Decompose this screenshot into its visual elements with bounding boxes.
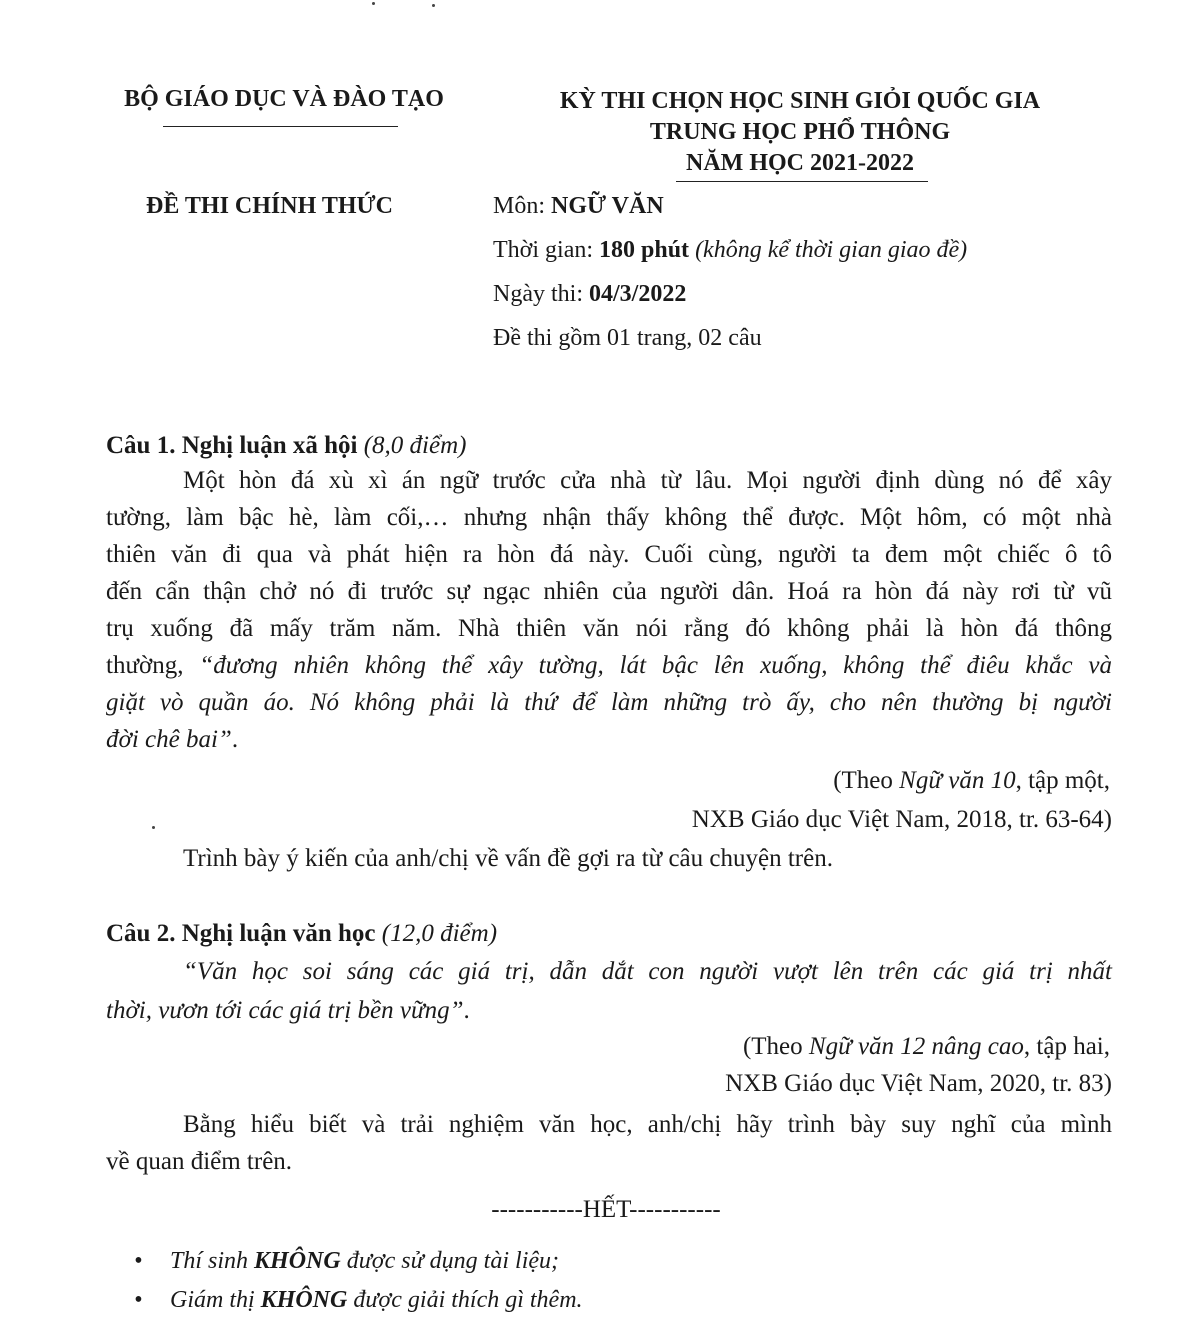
q1-heading bbox=[106, 432, 466, 460]
q1-text-line-5: trụ xuống đã mấy trăm năm. Nhà thiên văn nói rằng đó không phải là hòn đá thông bbox=[106, 615, 1112, 642]
q2-quote-2-end: . bbox=[463, 997, 470, 1024]
q2-task-line-2: về quan điểm trên. bbox=[106, 1148, 293, 1175]
q2-quote-line-1: “Văn học soi sáng các giá trị, dẫn dắt con người vượt lên trên các giá trị nhất bbox=[183, 958, 1112, 985]
note2-prefix: Giám thị bbox=[170, 1287, 261, 1313]
note1-suffix: được sử dụng tài liệu; bbox=[340, 1248, 559, 1274]
q1-source-prefix: (Theo bbox=[833, 767, 900, 794]
q1-source-line-1 bbox=[833, 767, 1110, 795]
q1-task: Trình bày ý kiến của anh/chị về vấn đề gợi ra từ câu chuyện trên. bbox=[183, 845, 833, 872]
time-line bbox=[493, 237, 967, 264]
note2-emphasis: KHÔNG bbox=[260, 1287, 348, 1313]
q2-source-book: Ngữ văn 12 nâng cao bbox=[808, 1033, 1024, 1060]
scan-speck bbox=[372, 2, 375, 5]
note2-suffix: được giải thích gì thêm. bbox=[347, 1287, 583, 1313]
q1-text-line-7: giặt vò quần áo. Nó không phải là thứ để làm những trò ấy, cho nên thường bị người bbox=[106, 689, 1112, 716]
note1-emphasis: KHÔNG bbox=[254, 1248, 341, 1274]
q1-text-line-3: thiên văn đi qua và phát hiện ra hòn đá này. Cuối cùng, người ta đem một chiếc ô tô bbox=[106, 541, 1112, 568]
scan-speck bbox=[152, 826, 155, 829]
official-exam-label: ĐỀ THI CHÍNH THỨC bbox=[146, 193, 393, 219]
exam-title bbox=[500, 86, 1100, 179]
exam-title-line-1: KỲ THI CHỌN HỌC SINH GIỎI QUỐC GIA bbox=[559, 88, 1041, 114]
q1-line8-quote: đời chê bai” bbox=[106, 726, 232, 753]
q2-quote-2-text: thời, vươn tới các giá trị bền vững” bbox=[106, 997, 464, 1024]
pages-info: Đề thi gồm 01 trang, 02 câu bbox=[493, 325, 762, 351]
time-label: Thời gian: bbox=[493, 237, 600, 263]
scan-speck bbox=[432, 4, 435, 7]
q1-points: (8,0 điểm) bbox=[363, 432, 467, 459]
q2-quote-line-2 bbox=[106, 992, 1112, 1029]
note-no-explanation bbox=[136, 1287, 583, 1314]
note-no-materials bbox=[136, 1248, 559, 1275]
q1-text-line-1: Một hòn đá xù xì án ngữ trước cửa nhà từ lâu. Mọi người định dùng nó để xây bbox=[183, 467, 1112, 494]
time-note: (không kể thời gian giao đề) bbox=[695, 237, 968, 263]
exam-title-line-3: NĂM HỌC 2021-2022 bbox=[686, 150, 914, 176]
time-value: 180 phút bbox=[599, 237, 690, 263]
q2-title: Câu 2. Nghị luận văn học bbox=[106, 920, 376, 947]
exam-title-underline bbox=[676, 181, 928, 182]
q1-line8-end: . bbox=[231, 726, 239, 753]
q2-source-prefix: (Theo bbox=[742, 1033, 809, 1060]
date-value: 04/3/2022 bbox=[589, 281, 687, 307]
q1-source-volume: , tập một, bbox=[1015, 767, 1110, 794]
q2-points: (12,0 điểm) bbox=[381, 920, 498, 947]
end-mark: -----------HẾT----------- bbox=[491, 1196, 721, 1223]
q1-text-line-8 bbox=[106, 721, 1112, 758]
q1-text-line-4: đến cẩn thận chở nó đi trước sự ngạc nhiên của người dân. Hoá ra hòn đá này rơi từ vũ bbox=[106, 578, 1112, 605]
q2-source-line-2: NXB Giáo dục Việt Nam, 2020, tr. 83) bbox=[725, 1070, 1112, 1097]
q2-source-volume: , tập hai, bbox=[1023, 1033, 1110, 1060]
subject-label: Môn: bbox=[493, 193, 552, 219]
q1-title: Câu 1. Nghị luận xã hội bbox=[106, 432, 358, 459]
subject-line bbox=[493, 193, 664, 220]
q1-text-line-2: tường, làm bậc hè, làm cối,… nhưng nhận thấy không thể được. Một hôm, có một nhà bbox=[106, 504, 1112, 531]
q2-source-line-1 bbox=[743, 1033, 1110, 1061]
q1-line6-quote: “đương nhiên không thể xây tường, lát bậc lên xuống, không thể điêu khắc và bbox=[199, 652, 1113, 679]
q2-heading bbox=[106, 920, 497, 948]
q2-task-line-1: Bằng hiểu biết và trải nghiệm văn học, anh/chị hãy trình bày suy nghĩ của mình bbox=[183, 1111, 1112, 1138]
exam-title-line-2: TRUNG HỌC PHỔ THÔNG bbox=[649, 119, 951, 145]
note1-prefix: Thí sinh bbox=[170, 1248, 255, 1274]
ministry-name: BỘ GIÁO DỤC VÀ ĐÀO TẠO bbox=[124, 86, 444, 112]
ministry-underline bbox=[163, 126, 398, 127]
q1-source-book: Ngữ văn 10 bbox=[899, 767, 1016, 794]
subject-value: NGỮ VĂN bbox=[551, 193, 664, 219]
q1-source-line-2: NXB Giáo dục Việt Nam, 2018, tr. 63-64) bbox=[691, 806, 1112, 833]
q1-line6-plain: thường, bbox=[106, 652, 200, 679]
date-label: Ngày thi: bbox=[493, 281, 589, 307]
date-line bbox=[493, 281, 686, 308]
q1-text-line-6 bbox=[106, 647, 1112, 684]
